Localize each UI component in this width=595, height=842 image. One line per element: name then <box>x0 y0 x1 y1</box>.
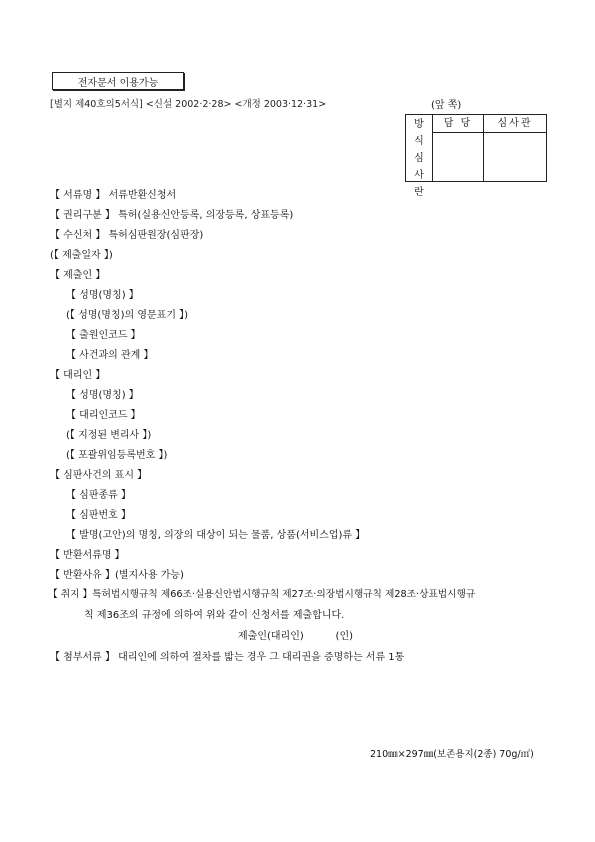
case-relation-line: 【 사건과의 관계 】 <box>66 350 154 361</box>
trial-type-line: 【 심판종류 】 <box>66 490 131 501</box>
trial-number-line: 【 심판번호 】 <box>66 510 131 521</box>
approval-char: 란 <box>414 187 424 198</box>
electronic-document-label-text: 전자문서 이용가능 <box>77 77 159 89</box>
designated-attorney-line: (【 지정된 변리사 】) <box>66 430 152 441</box>
approval-examiner-header: 심사관 <box>484 115 546 133</box>
agent-heading: 【 대리인 】 <box>50 370 106 381</box>
submitter-name-line: 【 성명(명칭) 】 <box>66 290 139 301</box>
submitter-english-name-line: (【 성명(명칭)의 영문표기 】) <box>66 310 189 321</box>
form-number: [별지 제40호의5서식] <신설 2002·2·28> <개정 2003·12·31> <box>50 99 327 110</box>
submission-date-line: (【 제출일자 】) <box>50 250 113 261</box>
approval-char: 방 <box>414 119 424 130</box>
right-type-line: 【 권리구분 】 특허(실용신안등록, 의장등록, 상표등록) <box>50 210 294 221</box>
approval-staff-header: 담 당 <box>433 115 483 133</box>
returned-documents-line: 【 반환서류명 】 <box>50 550 125 561</box>
approval-column-examiner <box>484 115 546 181</box>
general-power-number-line: (【 포괄위임등록번호 】) <box>66 450 168 461</box>
applicant-code-line: 【 출원인코드 】 <box>66 330 141 341</box>
document-name-line: 【 서류명 】 서류반환신청서 <box>50 190 177 201</box>
return-reason-line: 【 반환사유 】(별지사용 가능) <box>50 570 184 581</box>
agent-name-line: 【 성명(명칭) 】 <box>66 390 139 401</box>
approval-column-staff <box>433 115 484 181</box>
agent-code-line: 【 대리인코드 】 <box>66 410 141 421</box>
invention-title-line: 【 발명(고안)의 명칭, 의장의 대상이 되는 물품, 상품(서비스업)류 】 <box>66 530 366 541</box>
purpose-line-1: 【 취지 】특허법시행규칙 제66조·실용신안법시행규칙 제27조·의장법시행규칙 제28조·상표법시행규 <box>48 589 476 600</box>
approval-box <box>405 114 547 198</box>
approval-char: 심 <box>414 153 424 164</box>
submitter-heading: 【 제출인 】 <box>50 270 106 281</box>
trial-case-heading: 【 심판사건의 표시 】 <box>50 470 148 481</box>
electronic-document-label <box>52 72 184 90</box>
recipient-line: 【 수신처 】 특허심판원장(심판장) <box>50 230 204 241</box>
attached-documents-line: 【 첨부서류 】 대리인에 의하여 절차를 밟는 경우 그 대리권을 증명하는 서류 1통 <box>50 652 405 663</box>
front-side-label: (앞 쪽) <box>431 100 462 111</box>
approval-vertical-label <box>406 115 433 198</box>
approval-char: 식 <box>414 136 424 147</box>
paper-spec: 210㎜×297㎜(보존용지(2종) 70g/㎡) <box>370 749 534 760</box>
submitter-signature-line: 제출인(대리인) (인) <box>238 631 354 642</box>
purpose-line-2: 칙 제36조의 규정에 의하여 위와 같이 신청서를 제출합니다. <box>84 610 345 621</box>
approval-char: 사 <box>414 170 424 181</box>
